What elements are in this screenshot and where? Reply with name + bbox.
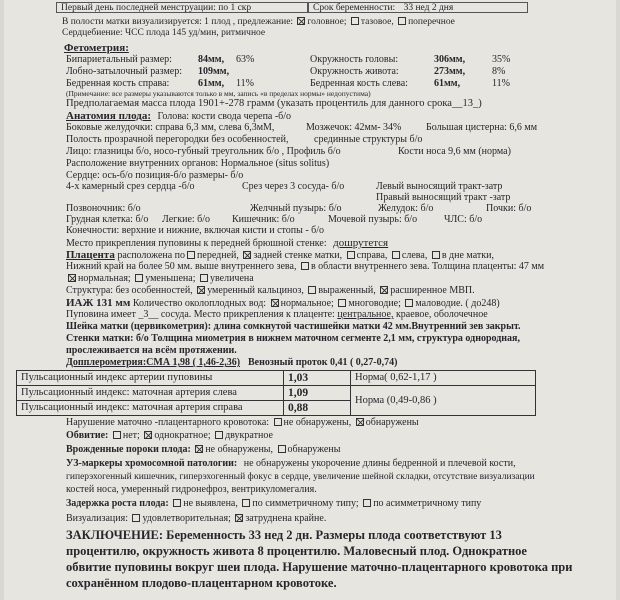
- situs-line: Расположение внутренних органов: Нормальное (situs solitus): [66, 158, 330, 169]
- midline-structures: срединные структуры б/о: [314, 134, 423, 145]
- fl-left-percentile: 11%: [492, 78, 510, 89]
- placenta-edge-line: [66, 261, 544, 273]
- fl-left-value: 61мм,: [434, 78, 461, 89]
- checkbox-calcinosis[interactable]: [197, 286, 205, 294]
- fl-left-label: Бедренная кость слева:: [310, 78, 408, 89]
- checkbox-vis-satisfactory[interactable]: [132, 514, 140, 522]
- anatomy-title: Анатомия плода:: [66, 110, 151, 122]
- placenta-lower-edge: Нижний край на более 50 мм. выше внутреннего зева,: [66, 261, 297, 272]
- checkbox-fundus[interactable]: [432, 251, 440, 259]
- markers-label: УЗ-маркеры хромосомной патологии:: [66, 458, 238, 469]
- septum-line: [66, 134, 616, 146]
- fl-right-label: Бедренная кость справа:: [66, 78, 170, 89]
- option-calcinosis: умеренный кальциноз,: [207, 285, 304, 296]
- checkbox-increased[interactable]: [200, 274, 208, 282]
- three-vessel-view: Срез через 3 сосуда- б/о: [242, 181, 345, 192]
- option-normal-thickness: нормальная;: [78, 273, 131, 284]
- nuchal-cord-line: [66, 430, 273, 442]
- growth-line: [66, 498, 481, 510]
- checkbox-defects-none[interactable]: [195, 445, 203, 453]
- cervix-line: Шейка матки (цервикометрия): длина сомкнутой частишейки матки 42 мм.Внутренний зев закрыт.: [66, 321, 521, 332]
- fetometry-note: (Примечание: все размеры указываются только в мм, запись «в пределах нормы» недопустима): [66, 89, 371, 98]
- placenta-thickness: в области внутреннего зева. Толщина плаценты: 47 мм: [310, 261, 545, 272]
- heartbeat-line: Сердцебиение: ЧСС плода 145 уд/мин, ритмичное: [62, 28, 266, 38]
- heart-line: Сердце: ось-б/о позиция-б/о размеры- б/о: [66, 170, 244, 181]
- option-right: справа,: [356, 250, 388, 261]
- checkbox-anterior[interactable]: [187, 251, 195, 259]
- option-vis-difficult: затруднена крайне.: [245, 513, 327, 524]
- bpd-value: 84мм,: [198, 54, 225, 65]
- cerebellum: Мозжечок: 42мм- 34%: [306, 122, 402, 133]
- placenta-thickness-line: [66, 273, 254, 285]
- checkbox-found[interactable]: [356, 418, 364, 426]
- option-fundus: в дне матки,: [441, 250, 494, 261]
- uteroplacental-line: [66, 417, 419, 429]
- checkbox-internal-os[interactable]: [301, 262, 309, 270]
- growth-label: Задержка роста плода:: [66, 498, 169, 509]
- ga-value: 33 нед 2 дня: [403, 3, 454, 13]
- option-not-found: не обнаружены,: [283, 417, 352, 428]
- collecting-system: ЧЛС: б/о: [444, 214, 483, 225]
- visualization-line: [66, 513, 326, 525]
- hc-percentile: 35%: [492, 54, 511, 65]
- bowel: Кишечник: б/о: [232, 214, 295, 225]
- cord-central: центральное,: [337, 309, 394, 320]
- option-oligohydramnios: маловодие. ( до248): [415, 298, 500, 309]
- ac-value: 273мм,: [434, 66, 466, 77]
- bpd-percentile: 63%: [236, 54, 255, 65]
- option-growth-none: не выявлена,: [183, 498, 238, 509]
- nasal-bone: Кости носа 9,6 мм (норма): [398, 146, 511, 157]
- cord-insertion-label: Место прикрепления пуповины к передней брюшной стенке:: [66, 238, 327, 249]
- checkbox-growth-none[interactable]: [173, 499, 181, 507]
- ga-label: Срок беременности:: [313, 3, 396, 13]
- placenta-structure-line: [66, 285, 475, 297]
- uterine-walls-line-2: прослеживается на всём протяжении.: [66, 345, 237, 356]
- four-chamber-view: 4-х камерный срез сердца -б/о: [66, 181, 195, 192]
- visualization-label: Визуализация:: [66, 513, 128, 524]
- checkbox-growth-symmetric[interactable]: [242, 499, 250, 507]
- markers-line: [66, 458, 516, 470]
- option-nuchal-none: нет;: [122, 430, 140, 441]
- conclusion-line-1: ЗАКЛЮЧЕНИЕ: Беременность 33 нед 2 дн. Размеры плода соответствуют 13: [66, 528, 502, 542]
- lmp-label: Первый день последней менструации: по 1 скр: [61, 3, 252, 13]
- option-anterior: передней,: [197, 250, 239, 261]
- rvot-line: Правый выносящий тракт -затр: [376, 192, 511, 203]
- fetometry-row: [66, 66, 616, 78]
- markers-line-3: костей носа, умеренный гидронефроз, вентрикуломегалия.: [66, 484, 317, 495]
- checkbox-nuchal-none[interactable]: [113, 431, 121, 439]
- option-growth-asymmetric: по асимметричному типу: [373, 498, 482, 509]
- lungs: Легкие: б/о: [162, 214, 211, 225]
- bladder: Мочевой пузырь: б/о: [328, 214, 418, 225]
- doppler-norm: Норма( 0,62-1,17 ): [351, 371, 536, 386]
- lvot: Левый выносящий тракт-затр: [376, 181, 503, 192]
- doppler-header: [66, 357, 546, 369]
- fetometry-title: Фетометрия:: [64, 42, 129, 54]
- afi-label: Количество околоплодных вод:: [132, 298, 267, 309]
- ga-field: [308, 2, 528, 13]
- chambers-line: [66, 181, 616, 193]
- checkbox-cephalic[interactable]: [297, 17, 305, 25]
- option-increased: увеличена: [209, 273, 254, 284]
- fl-right-percentile: 11%: [236, 78, 254, 89]
- conclusion-line-3: обвитие пуповины вокруг шеи плода. Нарушение маточно-плацентарного кровотока при: [66, 560, 573, 574]
- hc-label: Окружность головы:: [310, 54, 399, 65]
- cisterna-magna: Большая цистерна: 6,6 мм: [426, 122, 538, 133]
- spine: Позвоночник: б/о: [66, 203, 141, 214]
- conclusion-line-4: сохранённом плодово-плацентарном кровотоке.: [66, 576, 337, 590]
- chest: Грудная клетка: б/о: [66, 214, 149, 225]
- afi-value: ИАЖ 131 мм: [66, 297, 131, 309]
- defects-label: Врожденные пороки плода:: [66, 444, 191, 455]
- table-row: [17, 386, 536, 401]
- cord-insertion-value: дошрутется: [333, 237, 389, 249]
- defects-line: [66, 444, 340, 456]
- checkbox-breech[interactable]: [351, 17, 359, 25]
- markers-text-1: не обнаружены укорочение длины бедренной и плечевой кости,: [243, 458, 516, 469]
- septum-pellucidum: Полость прозрачной перегородки без особенностей,: [66, 134, 289, 145]
- checkbox-left[interactable]: [392, 251, 400, 259]
- stomach: Желудок: б/о: [378, 203, 434, 214]
- option-nuchal-single: однократное;: [154, 430, 211, 441]
- checkbox-nuchal-double[interactable]: [215, 431, 223, 439]
- gallbladder: Желчный пузырь: б/о: [250, 203, 342, 214]
- checkbox-normal-thickness[interactable]: [68, 274, 76, 282]
- doppler-norm: Норма (0,49-0,86 ): [351, 386, 536, 416]
- checkbox-transverse[interactable]: [398, 17, 406, 25]
- checkbox-not-found[interactable]: [274, 418, 282, 426]
- structure-label: Структура: без особенностей,: [66, 285, 193, 296]
- doppler-value: 1,09: [284, 386, 351, 401]
- checkbox-oligohydramnios[interactable]: [405, 299, 413, 307]
- doppler-table: [16, 370, 536, 416]
- ofd-label: Лобно-затылочный размер:: [66, 66, 182, 77]
- presentation-label: В полости матки визуализируется: 1 плод , предлежание:: [62, 17, 294, 27]
- table-row: [17, 371, 536, 386]
- doppler-title: Допплерометрия:СМА 1,98 ( 1,46-2,36): [66, 357, 241, 368]
- checkbox-growth-asymmetric[interactable]: [363, 499, 371, 507]
- estimated-weight: Предполагаемая масса плода 1901+-278 грамм (указать процентиль для данного срока__13_): [66, 98, 482, 109]
- option-defects-found: обнаружены: [287, 444, 341, 455]
- option-found: обнаружены: [365, 417, 419, 428]
- ofd-value: 109мм,: [198, 66, 230, 77]
- option-left: слева,: [401, 250, 428, 261]
- markers-line-2: гиперэхогенный кишечник, гиперэхогенный фокус в сердце, увеличение шейной складки, отсутствие визуализации: [66, 472, 535, 482]
- option-vis-satisfactory: удовлетворительная;: [142, 513, 231, 524]
- checkbox-defects-found[interactable]: [278, 445, 286, 453]
- doppler-label: Пульсационный индекс: маточная артерия справа: [17, 401, 284, 416]
- doppler-label: Пульсационный индекс артерии пуповины: [17, 371, 284, 386]
- checkbox-vis-difficult[interactable]: [235, 514, 243, 522]
- conclusion-line-2: процентилю, окружность живота 8 процентилю. Маловесный плод. Однократное: [66, 544, 527, 558]
- face: Лицо: глазницы б/о, носо-губный треугольник б/о , Профиль б/о: [66, 146, 341, 157]
- limbs-line: Конечности: верхние и нижние, включая кисти и стопы - б/о: [66, 225, 325, 236]
- option-afi-normal: нормальное;: [280, 298, 334, 309]
- uterine-walls-line: Стенки матки: б/о Толщина миометрия в нижнем маточном сегменте 2,1 мм, структура однородная,: [66, 333, 520, 344]
- option-transverse: поперечное: [408, 17, 455, 27]
- brain-line: [66, 122, 616, 134]
- ac-label: Окружность живота:: [310, 66, 399, 77]
- bpd-label: Бипариетальный размер:: [66, 54, 172, 65]
- placenta-location-label: расположена по: [117, 250, 186, 261]
- placenta-label: Плацента: [66, 249, 115, 261]
- option-severe: выраженный,: [318, 285, 376, 296]
- checkbox-nuchal-single[interactable]: [144, 431, 152, 439]
- face-line: [66, 146, 616, 158]
- doppler-value: 1,03: [284, 371, 351, 386]
- cord-vessels: Пуповина имеет _3__ сосуда. Место прикрепления к плаценте:: [66, 309, 335, 320]
- ventricles: Боковые желудочки: справа 6,3 мм, слева 6,3мМ,: [66, 122, 275, 133]
- fl-right-value: 61мм,: [198, 78, 225, 89]
- kidneys: Почки: б/о: [486, 203, 532, 214]
- option-breech: тазовое,: [360, 17, 394, 27]
- cord-vessels-line: [66, 309, 488, 321]
- option-reduced: уменьшена;: [145, 273, 196, 284]
- checkbox-polyhydramnios[interactable]: [338, 299, 346, 307]
- option-polyhydramnios: многоводие;: [348, 298, 401, 309]
- doppler-label: Пульсационный индекс: маточная артерия слева: [17, 386, 284, 401]
- checkbox-posterior[interactable]: [243, 251, 251, 259]
- option-ivs: расширенное МВП.: [390, 285, 475, 296]
- anatomy-head: Голова: кости свода черепа -б/о: [157, 111, 292, 122]
- ultrasound-report: [4, 0, 616, 600]
- option-cephalic: головное;: [307, 17, 347, 27]
- ac-percentile: 8%: [492, 66, 506, 77]
- checkbox-ivs[interactable]: [380, 286, 388, 294]
- fetometry-row: [66, 54, 616, 66]
- checkbox-severe[interactable]: [308, 286, 316, 294]
- uteroplacental-label: Нарушение маточно -плацентарного кровотока:: [66, 417, 270, 428]
- option-posterior: задней стенке матки,: [253, 250, 343, 261]
- ductus-venosus: Венозный проток 0,41 ( 0,27-0,74): [248, 357, 398, 368]
- option-nuchal-double: двукратное: [225, 430, 273, 441]
- cord-other: краевое, оболочечное: [395, 309, 488, 320]
- doppler-value: 0,88: [284, 401, 351, 416]
- nuchal-cord-label: Обвитие:: [66, 430, 109, 441]
- option-defects-none: не обнаружены,: [205, 444, 274, 455]
- checkbox-right[interactable]: [347, 251, 355, 259]
- hc-value: 306мм,: [434, 54, 466, 65]
- lmp-field: [56, 2, 308, 13]
- checkbox-reduced[interactable]: [135, 274, 143, 282]
- report-header: [4, 0, 616, 14]
- checkbox-afi-normal[interactable]: [271, 299, 279, 307]
- option-growth-symmetric: по симметричному типу;: [252, 498, 359, 509]
